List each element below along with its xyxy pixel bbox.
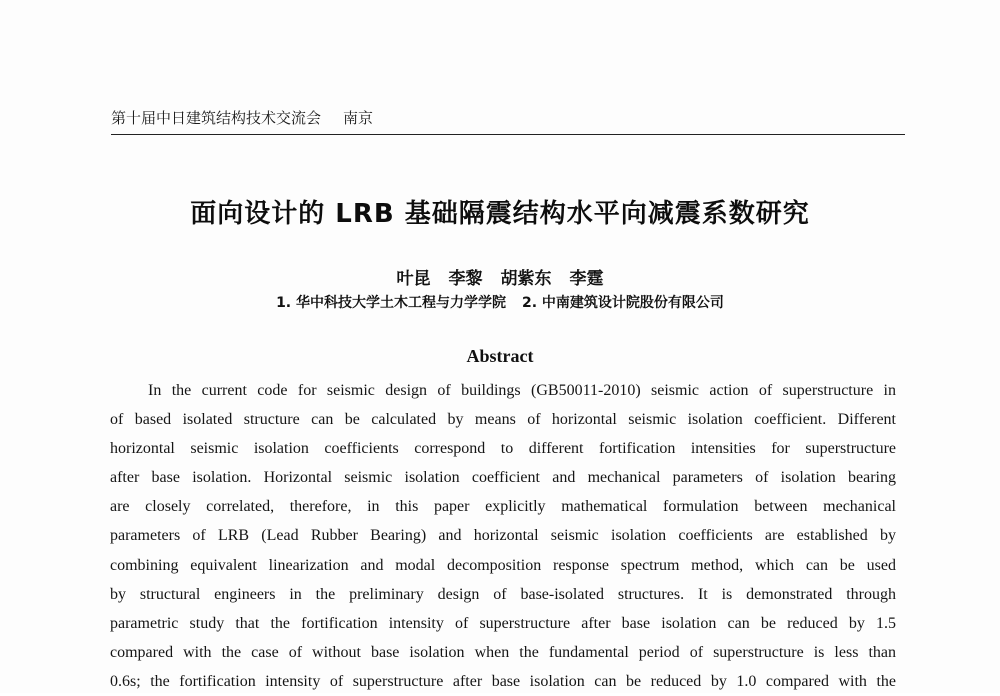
abstract-body (110, 376, 896, 696)
affiliation: 2. 中南建筑设计院股份有限公司 (522, 295, 724, 311)
conference-location: 南京 (343, 109, 374, 127)
abstract-line: are closely correlated, therefore, in this paper explicitly mathematical formulation between mechanical (110, 498, 896, 516)
abstract-line: 0.6s; the fortification intensity of superstructure after base isolation can be reduced by 1.0 compared with the (110, 672, 896, 690)
conference-name: 第十届中日建筑结构技术交流会 (111, 109, 322, 127)
abstract-line: horizontal seismic isolation coefficients correspond to different fortification intensities for superstructure (110, 440, 896, 458)
abstract-line: after base isolation. Horizontal seismic isolation coefficient and mechanical parameters of isolation bearing (110, 469, 896, 487)
abstract-line: by structural engineers in the preliminary design of base-isolated structures. It is demonstrated through (110, 585, 896, 603)
header-rule (111, 134, 905, 135)
affiliation: 1. 华中科技大学土木工程与力学学院 (276, 295, 506, 311)
author: 胡紫东 (500, 269, 552, 289)
abstract-line: combining equivalent linearization and modal decomposition response spectrum method, which can be used (110, 556, 896, 574)
paper-title: 面向设计的 LRB 基础隔震结构水平向减震系数研究 (190, 199, 810, 229)
author-list (0, 264, 1000, 289)
running-header (111, 107, 373, 128)
abstract-line: parameters of LRB (Lead Rubber Bearing) and horizontal seismic isolation coefficients are established by (110, 527, 896, 545)
abstract-line: compared with the case of without base isolation when the fundamental period of superstructure is less than (110, 643, 896, 661)
affiliation-list (0, 292, 1000, 312)
abstract-line: In the current code for seismic design of buildings (GB50011-2010) seismic action of superstructure in (148, 382, 896, 399)
author: 李霆 (569, 269, 604, 289)
author: 叶昆 (396, 269, 431, 289)
abstract-heading: Abstract (466, 346, 534, 366)
author: 李黎 (448, 269, 483, 289)
abstract-line: parametric study that the fortification intensity of superstructure after base isolation can be reduced by 1.5 (110, 614, 896, 632)
abstract-line: of based isolated structure can be calculated by means of horizontal seismic isolation coefficient. Different (110, 411, 896, 429)
